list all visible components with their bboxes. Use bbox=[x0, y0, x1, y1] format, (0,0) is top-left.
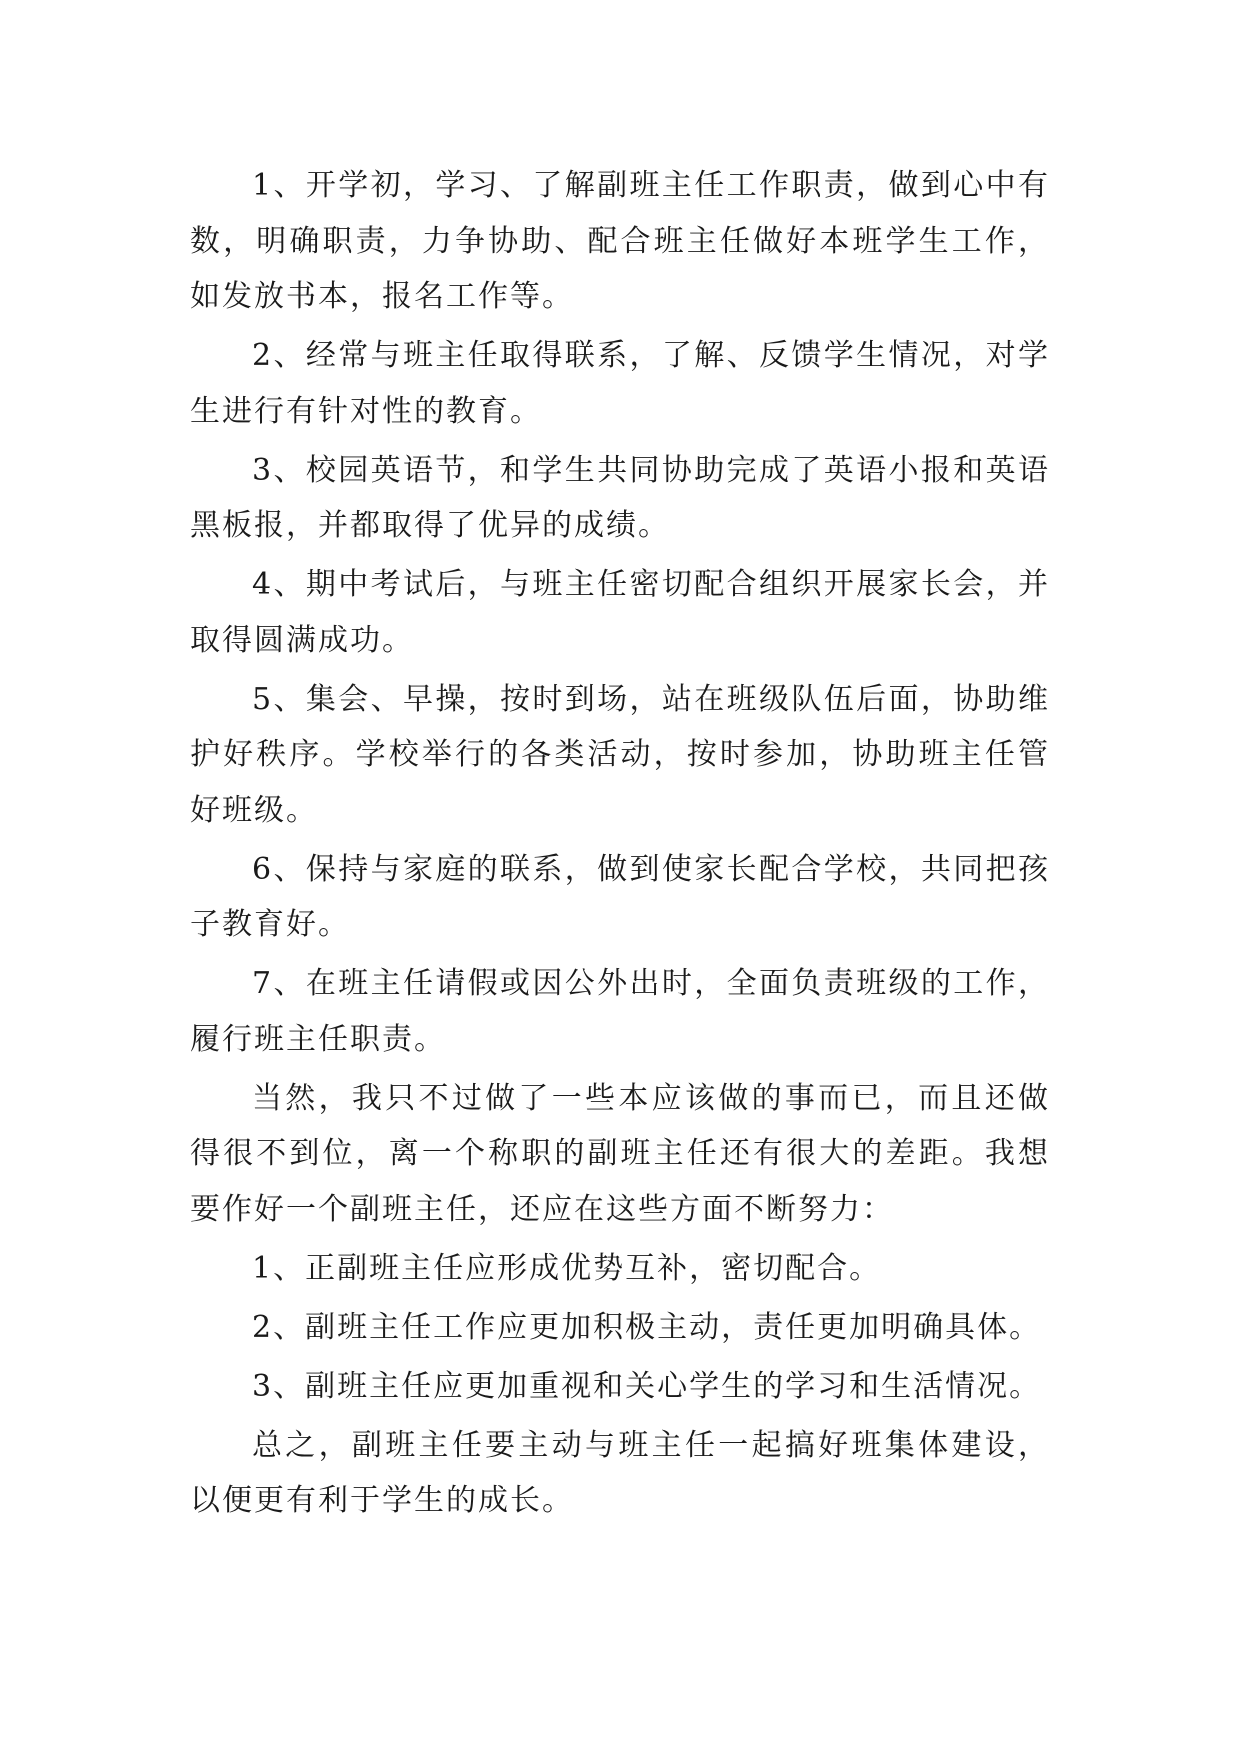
paragraph-duty-7: 7、在班主任请假或因公外出时，全面负责班级的工作，履行班主任职责。 bbox=[190, 966, 1050, 1057]
document-body bbox=[190, 158, 1050, 1532]
paragraph-duty-3: 3、校园英语节，和学生共同协助完成了英语小报和英语黑板报，并都取得了优异的成绩。 bbox=[190, 452, 1050, 543]
paragraph-reflection: 当然，我只不过做了一些本应该做的事而已，而且还做得很不到位，离一个称职的副班主任还有很大的差距。我想要作好一个副班主任，还应在这些方面不断努力： bbox=[190, 1080, 1050, 1227]
paragraph-duty-4: 4、期中考试后，与班主任密切配合组织开展家长会，并取得圆满成功。 bbox=[190, 567, 1050, 658]
paragraph-duty-2: 2、经常与班主任取得联系，了解、反馈学生情况，对学生进行有针对性的教育。 bbox=[190, 338, 1050, 429]
paragraph-improvement-1: 1、正副班主任应形成优势互补，密切配合。 bbox=[252, 1250, 882, 1286]
paragraph-duty-5: 5、集会、早操，按时到场，站在班级队伍后面，协助维护好秩序。学校举行的各类活动，按时参加，协助班主任管好班级。 bbox=[190, 681, 1050, 828]
paragraph-conclusion: 总之，副班主任要主动与班主任一起搞好班集体建设，以便更有利于学生的成长。 bbox=[190, 1427, 1050, 1518]
paragraph-improvement-3: 3、副班主任应更加重视和关心学生的学习和生活情况。 bbox=[252, 1368, 1042, 1404]
paragraph-improvement-2: 2、副班主任工作应更加积极主动，责任更加明确具体。 bbox=[252, 1309, 1042, 1345]
paragraph-duty-1: 1、开学初，学习、了解副班主任工作职责，做到心中有数，明确职责，力争协助、配合班主任做好本班学生工作，如发放书本，报名工作等。 bbox=[190, 168, 1050, 314]
paragraph-duty-6: 6、保持与家庭的联系，做到使家长配合学校，共同把孩子教育好。 bbox=[190, 851, 1050, 942]
